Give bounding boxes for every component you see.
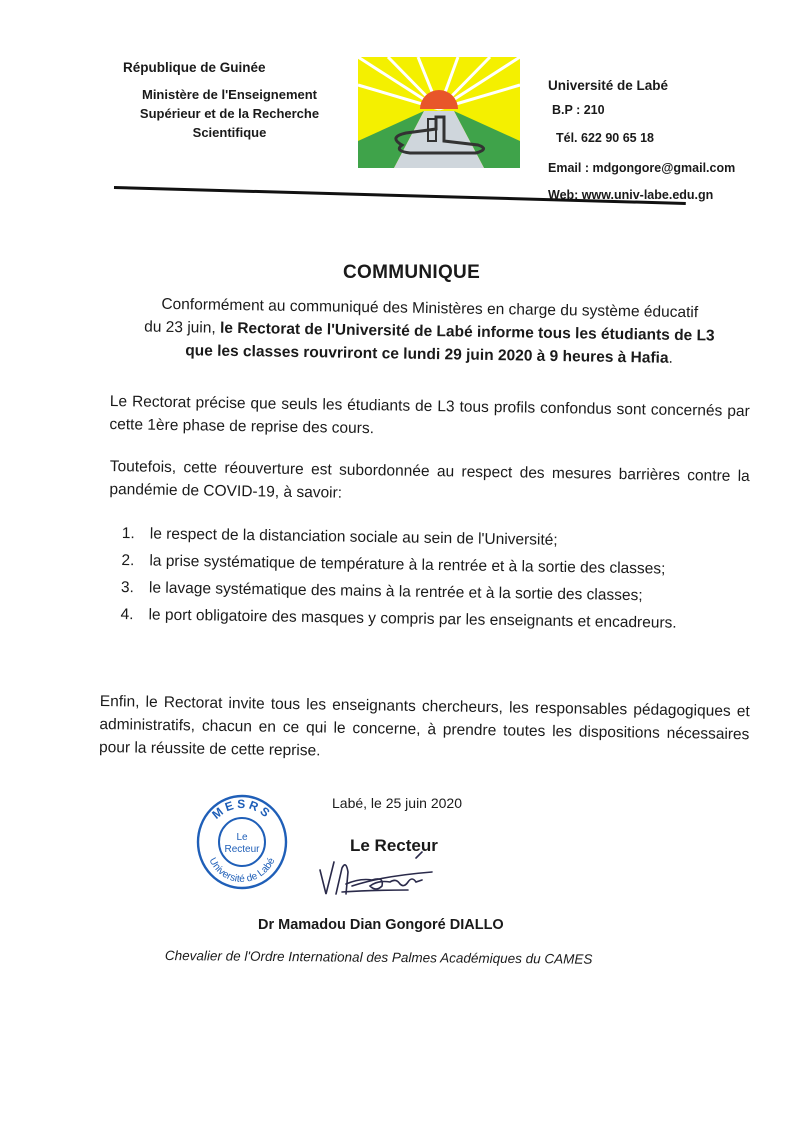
postal-box: B.P : 210	[552, 103, 605, 117]
ministry-line-2: Supérieur et de la Recherche	[139, 106, 320, 121]
svg-text:MESRS: MESRS	[209, 796, 275, 822]
email-address: Email : mdgongore@gmail.com	[548, 161, 736, 175]
measures-list	[120, 522, 738, 640]
page-title: COMMUNIQUE	[343, 262, 481, 283]
paragraph-2: Le Rectorat précise que seuls les étudiants de L3 tous profils confondus sont concernés par cette 1ère phase de reprise des cours.	[109, 392, 750, 438]
place-date: Labé, le 25 juin 2020	[332, 795, 462, 811]
list-item-number: 4.	[120, 605, 134, 624]
svg-text:Recteur: Recteur	[224, 844, 260, 855]
paragraph-1-end: .	[668, 349, 673, 367]
svg-text:Le: Le	[236, 832, 248, 843]
signer-title: Le Recteur	[350, 836, 438, 855]
paragraph-1-plain: du 23 juin,	[144, 318, 221, 337]
ministry-name	[126, 85, 333, 142]
honor-title: Chevalier de l'Ordre International des Palmes Académiques du CAMES	[164, 948, 593, 967]
list-item-number: 3.	[120, 578, 135, 597]
paragraph-3: Toutefois, cette réouverture est subordonnée au respect des mesures barrières contre la pandémie de COVID-19, à savoir:	[109, 457, 750, 502]
country-name: République de Guinée	[123, 60, 266, 75]
list-item-text: le respect de la distanciation sociale au sein de l'Université;	[149, 525, 558, 549]
svg-text:Université de Labé: Université de Labé	[206, 856, 278, 886]
paragraph-1-bold-b: que les classes rouvriront ce lundi 29 juin 2020 à 9 heures à Hafia	[185, 342, 669, 367]
list-item-number: 2.	[121, 551, 135, 570]
university-logo-icon	[358, 57, 520, 168]
ministry-line-1: Ministère de l'Enseignement	[141, 87, 318, 102]
signer-name: Dr Mamadou Dian Gongoré DIALLO	[258, 917, 504, 933]
handwritten-signature-icon	[312, 850, 440, 902]
paragraph-1-line-1: Conformément au communiqué des Ministères en charge du système éducatif	[161, 295, 699, 322]
paragraph-1	[109, 292, 750, 371]
header-left-block	[118, 58, 333, 142]
paragraph-4: Enfin, le Rectorat invite tous les enseignants chercheurs, les responsables pédagogiques et administratifs, chacun en ce qui le concerne, à prendre toutes les dispositions nécessaires pour la réussite de cette reprise.	[98, 692, 750, 760]
list-item-text: le port obligatoire des masques y compris par les enseignants et encadreurs.	[148, 606, 677, 632]
paragraph-1-bold-a: le Rectorat de l'Université de Labé informe tous les étudiants de L3	[219, 319, 715, 345]
list-item-number: 1.	[121, 524, 135, 543]
rector-stamp-icon	[196, 794, 288, 890]
list-item-text: le lavage systématique des mains à la rentrée et à la sortie des classes;	[148, 579, 643, 605]
ministry-line-3: Scientifique	[192, 125, 267, 140]
list-item	[120, 603, 736, 636]
telephone: Tél. 622 90 65 18	[556, 131, 654, 145]
website: Web: www.univ-labe.edu.gn	[548, 188, 714, 202]
list-item-text: la prise systématique de température à la rentrée et à la sortie des classes;	[149, 552, 666, 578]
university-name: Université de Labé	[548, 78, 669, 93]
